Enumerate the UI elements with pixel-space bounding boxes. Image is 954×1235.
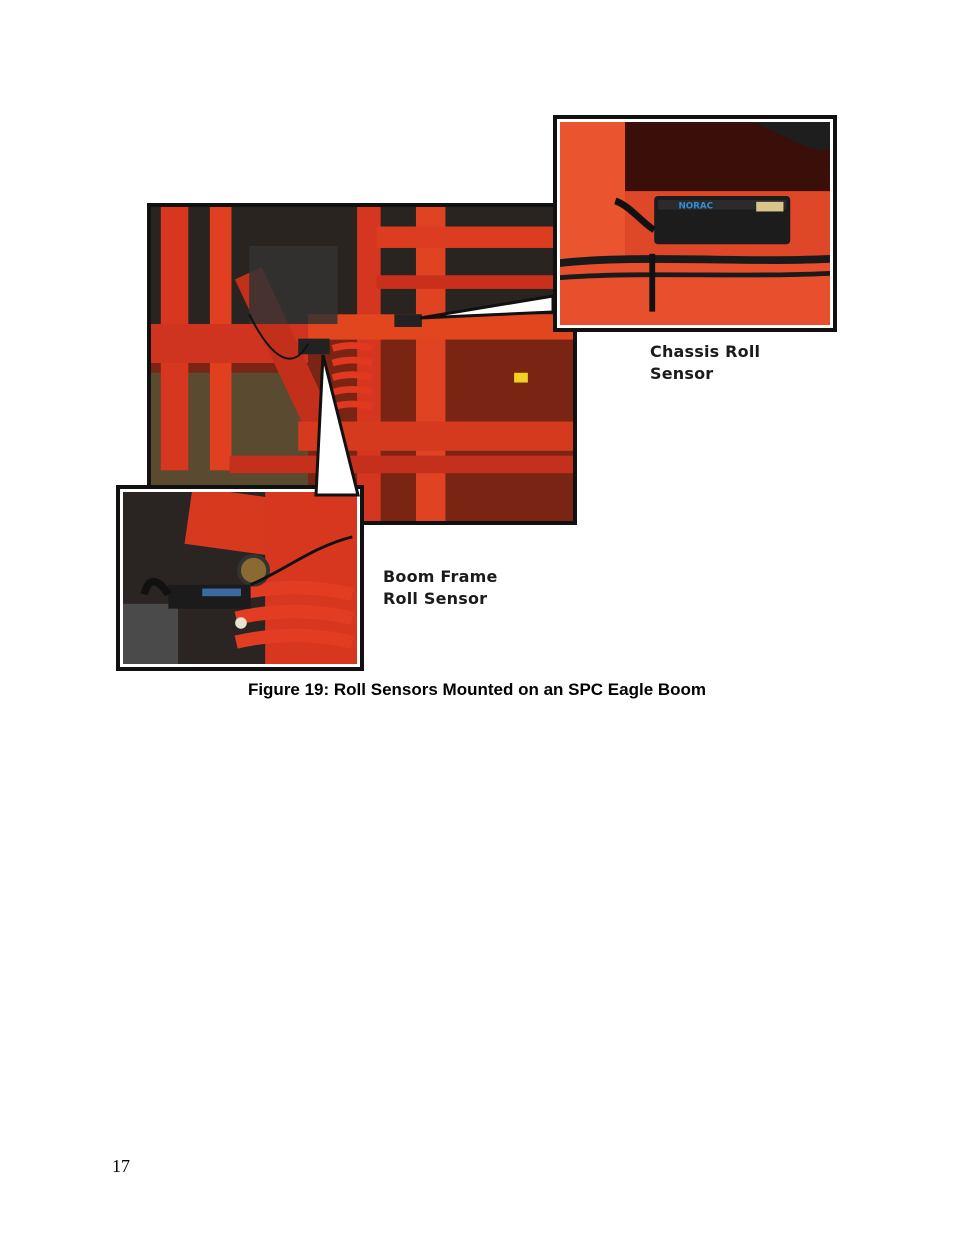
chassis-roll-sensor-label <box>650 341 790 385</box>
page-number: 17 <box>112 1156 130 1176</box>
boom-frame-sensor-inset-photo <box>116 485 364 671</box>
boom-frame-roll-sensor-label <box>383 566 533 610</box>
boom-frame-roll-sensor-label-line-2: Roll Sensor <box>383 589 488 608</box>
boom-photo <box>147 203 577 525</box>
chassis-sensor-inset-photo <box>553 115 837 332</box>
chassis-roll-sensor-label-line-2: Sensor <box>650 364 714 383</box>
figure-caption: Figure 19: Roll Sensors Mounted on an SPC Eagle Boom <box>247 680 707 699</box>
chassis-roll-sensor-label-line-1: Chassis Roll <box>650 342 761 361</box>
boom-frame-roll-sensor-label-line-1: Boom Frame <box>383 567 498 586</box>
sensor-brand-label: NORAC <box>678 201 714 212</box>
